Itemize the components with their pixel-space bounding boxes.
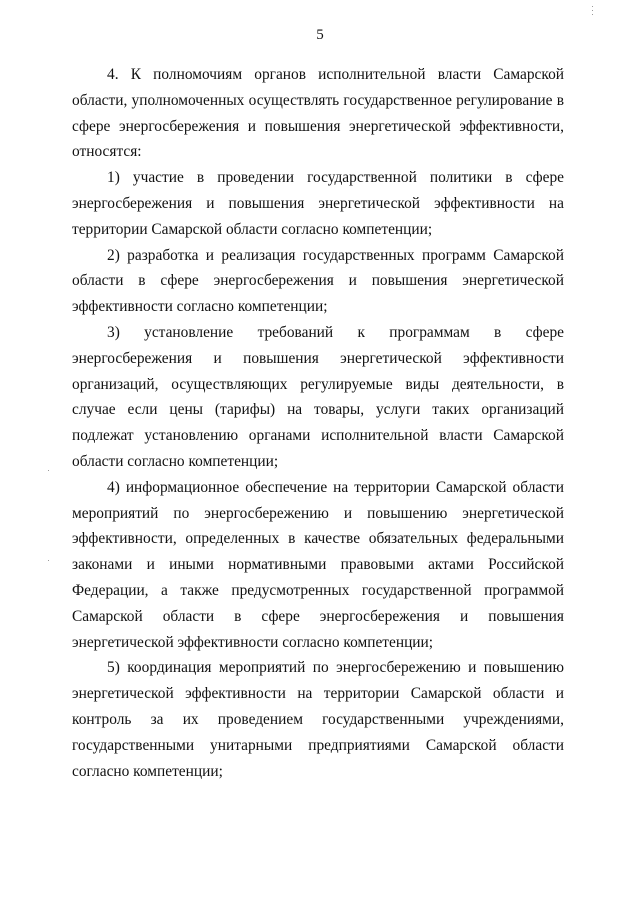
list-item-4: 4) информационное обеспечение на территории Самарской области мероприятий по энергосбережению и повышению энергетической эффективности, определенных в качестве обязательных федеральными законами и иными нормативными правовыми актами Российской Федерации, а также предусмотренных государственной программой Самарской области в сфере энергосбережения и повышения энергетической эффективности согласно компетенции;	[72, 478, 564, 651]
scan-artifact	[592, 14, 593, 15]
scan-artifact	[592, 10, 593, 11]
list-item-2: 2) разработка и реализация государственных программ Самарской области в сфере энергосбережения и повышения энергетической эффективности согласно компетенции;	[72, 246, 564, 316]
scan-artifact	[48, 470, 49, 471]
list-item-3: 3) установление требований к программам в сфере энергосбережения и повышения энергетической эффективности организаций, осуществляющих регулируемые виды деятельности, в случае если цены (тарифы) на товары, услуги таких организаций подлежат установлению органами исполнительной власти Самарской области согласно компетенции;	[72, 323, 564, 470]
paragraph-4-intro: 4. К полномочиям органов исполнительной власти Самарской области, уполномоченных осуществлять государственное регулирование в сфере энергосбережения и повышения энергетической эффективности, относятся:	[72, 66, 564, 161]
document-body	[72, 62, 564, 784]
scan-artifact	[48, 560, 49, 561]
page-number: 5	[316, 27, 324, 43]
scan-artifact	[592, 6, 593, 7]
list-item-1: 1) участие в проведении государственной политики в сфере энергосбережения и повышения энергетической эффективности на территории Самарской области согласно компетенции;	[72, 169, 564, 238]
list-item-5: 5) координация мероприятий по энергосбережению и повышению энергетической эффективности на территории Самарской области и контроль за их проведением государственными учреждениями, государственными унитарными предприятиями Самарской области согласно компетенции;	[72, 659, 564, 780]
